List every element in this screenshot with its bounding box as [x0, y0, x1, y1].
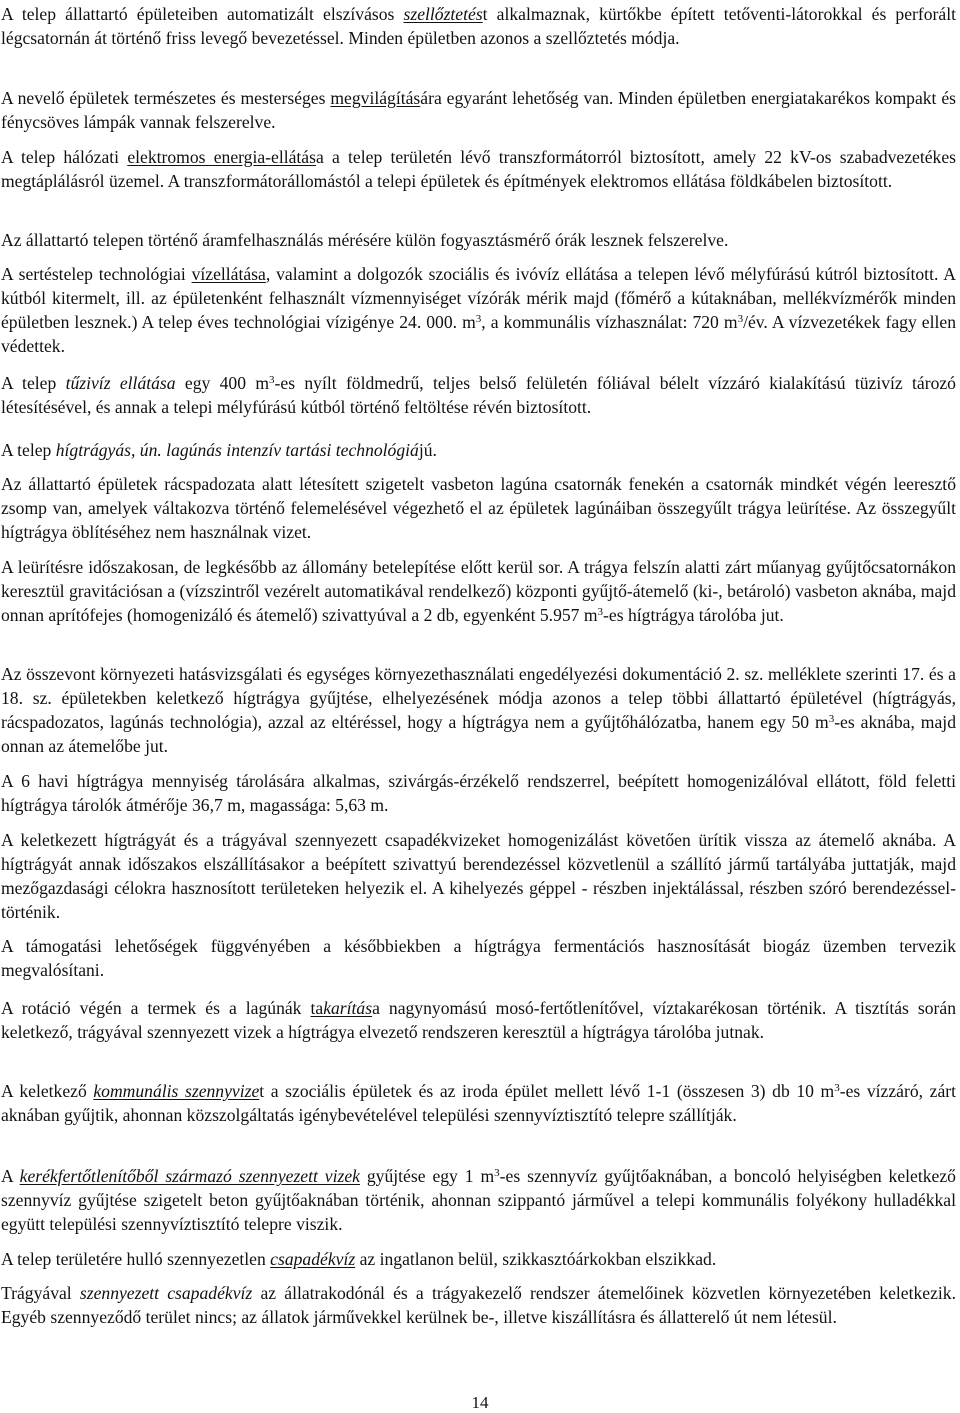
text-run: t alkalmaznak, kürtőkbe épített tetőventi-látorokkal és perforált légcsatornán át történő friss levegő bevezetéssel. Minden épületben azonos a szellőztetés módja. [1, 4, 956, 48]
text-run: gyűjtése egy 1 m [359, 1166, 495, 1186]
text-run: A telep állattartó épületeiben automatizált elszívásos [1, 4, 404, 24]
page-number: 14 [471, 1393, 489, 1412]
text-run: -es aknába, majd onnan az átemelőbe jut. [1, 712, 956, 756]
text-run: az állatrakodónál és a trágyakezelő rendszer átemelőinek közvetlen környezetében keletkezik. Egyéb szennyeződő terület nincs; az állatok járművekkel kerülnek be-, illetve kiszállításra és állatterelő út nem létesül. [1, 1283, 956, 1327]
paragraph-electricity [1, 145, 956, 193]
text-run: A támogatási lehetőségek függvényében a későbbiekben a hígtrágya fermentációs hasznosítását biogáz üzemben tervezik megvalósítani. [1, 936, 956, 980]
text-run: -es vízzáró, zárt aknában gyűjtik, ahonnan közszolgáltatás igénybevételével települési szennyvíztisztító telepre szállítják. [1, 1081, 957, 1125]
paragraph-contaminated-rainwater [1, 1281, 956, 1329]
text-run: Trágyával [1, 1283, 80, 1303]
text-run: A keletkezett hígtrágyát és a trágyával szennyezett csapadékvizeket homogenizálást követően ürítik vissza az átemelő aknába. A hígtrágyát annak időszakos elszállításakor a beépített szivattyú berendezéssel közvetlenül a szállító jármű tartályába juttatják, majd mezőgazdasági célokra hasznosított területeken helyezik el. A kihelyezés géppel - részben injektálással, részben szóró berendezéssel- történik. [1, 830, 956, 922]
text-run: A telep [1, 440, 56, 460]
text-run: Az összevont környezeti hatásvizsgálati és egységes környezethasználati engedélyezési dokumentáció 2. sz. melléklete szerinti 17. és a 18. sz. épületekben keletkező hígtrágya gyűjtése, elhelyezésének módja azonos a telep többi állattartó épületével (hígtrágyás, rácspadozatos, lagúnás technológia), azzal az eltéréssel, hogy a hígtrágya nem a gyűjtőhálózatba, hanem egy 50 m [1, 664, 956, 732]
paragraph-power-metering [1, 228, 956, 252]
text-run: A rotáció végén a termek és a lagúnák [1, 998, 311, 1018]
paragraph-technology [1, 438, 956, 462]
paragraph-fire-water [1, 371, 956, 419]
text-run: jú. [418, 440, 437, 460]
text-run: A nevelő épületek természetes és mesterséges [1, 88, 331, 108]
text-run: /év. A vízvezetékek fagy ellen védettek. [1, 312, 956, 356]
superscript: 3 [597, 606, 604, 618]
text-run: a a telep területén lévő transzformátorról biztosított, amely 22 kV-os szabadvezetékes megtáplálásról üzemel. A transzformátorállomástól a telepi épületek és építmények elektromos ellátása földkábelen biztosított. [1, 147, 957, 191]
text-run: szellőztetés [403, 4, 483, 24]
superscript: 3 [475, 313, 482, 325]
superscript: 3 [737, 313, 744, 325]
superscript: 3 [834, 1082, 840, 1094]
text-run: a nagynyomású mosó-fertőtlenítővel, víztakarékosan történik. A tisztítás során keletkező, trágyával szennyezett vizek a hígtrágya elvezető rendszeren keresztül a hígtrágya tárolóba jutnak. [1, 998, 956, 1042]
text-run: ta [310, 998, 324, 1018]
superscript: 3 [269, 374, 275, 386]
text-run: A sertéstelep technológiai [1, 264, 192, 284]
text-run: -es hígtrágya tárolóba jut. [603, 605, 784, 625]
text-run: , a kommunális vízhasználat: 720 m [481, 312, 738, 332]
text-run: karítás [323, 998, 373, 1018]
text-run: A keletkező [1, 1081, 94, 1101]
superscript: 3 [828, 713, 835, 725]
text-run: , valamint a dolgozók szociális és ivóvíz ellátása a telepen lévő mélyfúrású kútról biztosított. A kútból kitermelt, ill. az épületenként felhasznált vízmennyiséget vízórák mérik majd (főmérő a kútaknában, mellékvízmérők minden épületben lesznek.) A telep éves technológiai vízigénye 24. 000. m [1, 264, 956, 332]
text-run: A leürítésre időszakosan, de legkésőbb az állomány betelepítése előtt kerül sor. A trágya felszín alatti zárt műanyag gyűjtőcsatornákon keresztül gravitációsan a (vízszintről vezérelt automatikával rendelkező) központi gyűjtő-átemelő (ki-, betároló) vasbeton aknába, majd onnan aprítófejes (homogenizáló és átemelő) szivattyúval a 2 db, egyenként 5.957 m [1, 557, 956, 625]
paragraph-slurry-disposal [1, 828, 956, 924]
text-run: az ingatlanon belül, szikkasztóárkokban elszikkad. [355, 1249, 717, 1269]
paragraph-rainwater [1, 1247, 956, 1271]
paragraph-water-supply [1, 262, 956, 358]
text-run: kommunális szennyvize [93, 1081, 260, 1101]
text-run: megvilágítás [330, 88, 421, 108]
paragraph-storage-tanks [1, 769, 956, 817]
text-run: A telep területére hulló szennyezetlen [1, 1249, 271, 1269]
text-run: Az állattartó épületek rácspadozata alatt létesített szigetelt vasbeton lagúna csatornák fenekén a csatornák mindkét végén leeresztő zsomp van, amelyek váltakozva történő felemelésével végezhető el az épületek lagúnáiban összegyűlt trágya leürítése. Az összegyűlt hígtrágya öblítéséhez nem használnak vizet. [1, 474, 956, 542]
text-run: szennyezett csapadékvíz [79, 1283, 253, 1303]
paragraph-cleaning [1, 996, 956, 1044]
text-run: elektromos energia-ellátás [127, 147, 316, 167]
text-run: -es nyílt földmedrű, teljes belső felületén fóliával bélelt vízzáró kialakítású tüzivíz tározó létesítésével, és annak a telepi mélyfúrású kútból történő feltöltése révén biztosított. [1, 373, 956, 417]
paragraph-ventilation [1, 2, 956, 50]
text-run: hígtrágyás, ún. lagúnás intenzív tartási technológiá [55, 440, 419, 460]
paragraph-communal-sewage [1, 1079, 956, 1127]
superscript: 3 [494, 1167, 500, 1179]
paragraph-emptying [1, 555, 956, 627]
text-run: A 6 havi hígtrágya mennyiség tárolására alkalmas, szivárgás-érzékelő rendszerrel, beépített homogenizálóval ellátott, föld feletti hígtrágya tárolók átmérője 36,7 m, magassága: 5,63 m. [1, 771, 956, 815]
text-run: csapadékvíz [270, 1249, 356, 1269]
paragraph-biogas [1, 934, 956, 982]
text-run: ára egyaránt lehetőség van. Minden épületben energiatakarékos kompakt és fénycsöves lámpák vannak felszerelve. [1, 88, 956, 132]
text-run: tűzivíz ellátása [65, 373, 176, 393]
text-run: A telep [1, 373, 66, 393]
text-run: t a szociális épületek és az iroda épület mellett lévő 1-1 (összesen 3) db 10 m [259, 1081, 835, 1101]
text-run: vízellátása [191, 264, 266, 284]
text-run: A [1, 1166, 20, 1186]
text-run: Az állattartó telepen történő áramfelhasználás mérésére külön fogyasztásmérő órák lesznek felszerelve. [1, 230, 729, 250]
text-run: egy 400 m [175, 373, 270, 393]
text-run: kerékfertőtlenítőből származó szennyezett vizek [19, 1166, 360, 1186]
text-run: A telep hálózati [1, 147, 128, 167]
paragraph-lighting [1, 86, 956, 134]
paragraph-buildings-17-18 [1, 662, 956, 758]
paragraph-lagoon [1, 472, 956, 544]
paragraph-wheel-disinfection [1, 1164, 956, 1236]
text-run: -es szennyvíz gyűjtőaknában, a boncoló helyiségben keletkező szennyvíz gyűjtése szigetelt beton gyűjtőaknában történik, ahonnan szippantó járművel a telepi kommunális folyékony hulladékkal együtt települési szennyvíztisztító telepre viszik. [1, 1166, 956, 1234]
